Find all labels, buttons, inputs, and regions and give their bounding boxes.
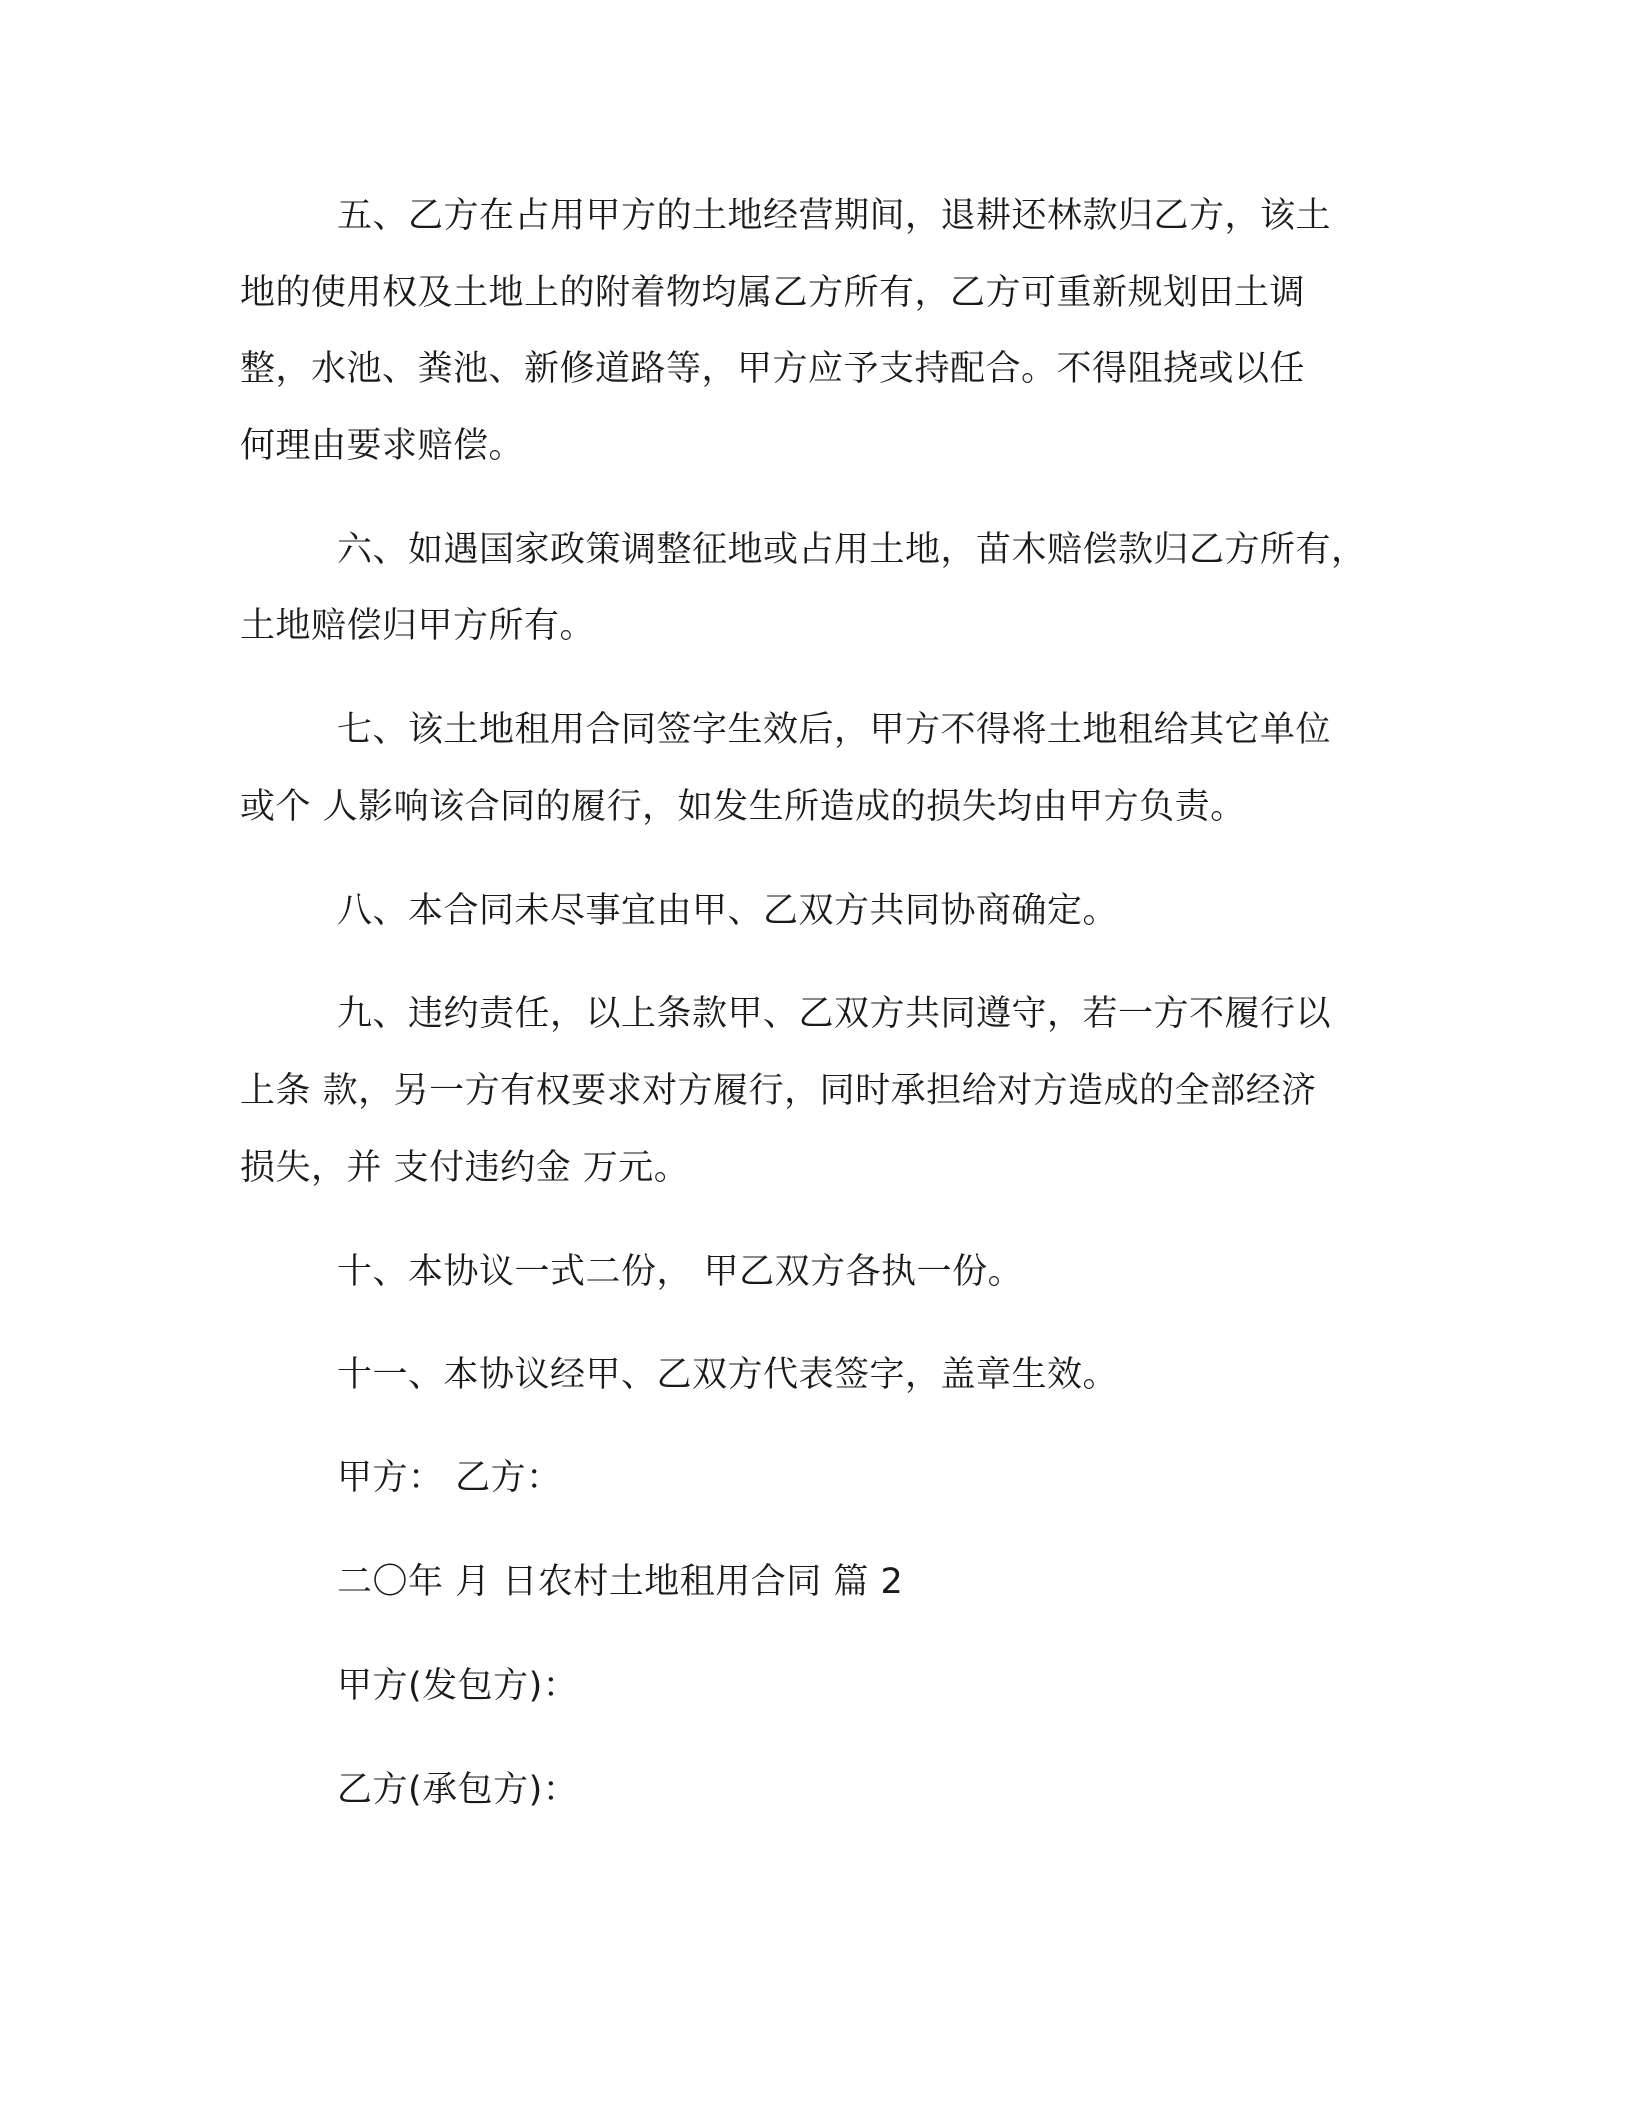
clause-6-line-1: 六、如遇国家政策调整征地或占用土地，苗木赔偿款归乙方所有，: [337, 530, 1367, 570]
clause-9-line-2: 上条 款，另一方有权要求对方履行，同时承担给对方造成的全部经济: [240, 1071, 1317, 1111]
party-a-label: 甲方(发包方)：: [337, 1666, 579, 1706]
clause-7-line-1: 七、该土地租用合同签字生效后，甲方不得将土地租给其它单位: [337, 710, 1332, 750]
date-and-title: 二〇年 月 日农村土地租用合同 篇 2: [337, 1562, 904, 1602]
clause-6-line-2: 土地赔偿归甲方所有。: [240, 606, 596, 646]
clause-5-line-2: 地的使用权及土地上的附着物均属乙方所有，乙方可重新规划田土调: [240, 273, 1306, 313]
clause-9-line-3: 损失，并 支付违约金 万元。: [240, 1148, 690, 1188]
party-b-label: 乙方(承包方)：: [337, 1770, 579, 1810]
clause-8-line-1: 八、本合同未尽事宜由甲、乙双方共同协商确定。: [337, 891, 1119, 931]
clause-11-line-1: 十一、本协议经甲、乙双方代表签字，盖章生效。: [337, 1355, 1119, 1395]
clause-5-line-1: 五、乙方在占用甲方的土地经营期间，退耕还林款归乙方，该土: [337, 196, 1332, 236]
signature-line: 甲方： 乙方：: [337, 1458, 562, 1498]
clause-9-line-1: 九、违约责任，以上条款甲、乙双方共同遵守，若一方不履行以: [337, 994, 1332, 1034]
clause-5-line-3: 整，水池、粪池、新修道路等，甲方应予支持配合。不得阻挠或以任: [240, 349, 1306, 389]
clause-5-line-4: 何理由要求赔偿。: [240, 426, 525, 466]
clause-7-line-2: 或个 人影响该合同的履行，如发生所造成的损失均由甲方负责。: [240, 787, 1246, 827]
clause-10-line-1: 十、本协议一式二份， 甲乙双方各执一份。: [337, 1252, 1024, 1292]
